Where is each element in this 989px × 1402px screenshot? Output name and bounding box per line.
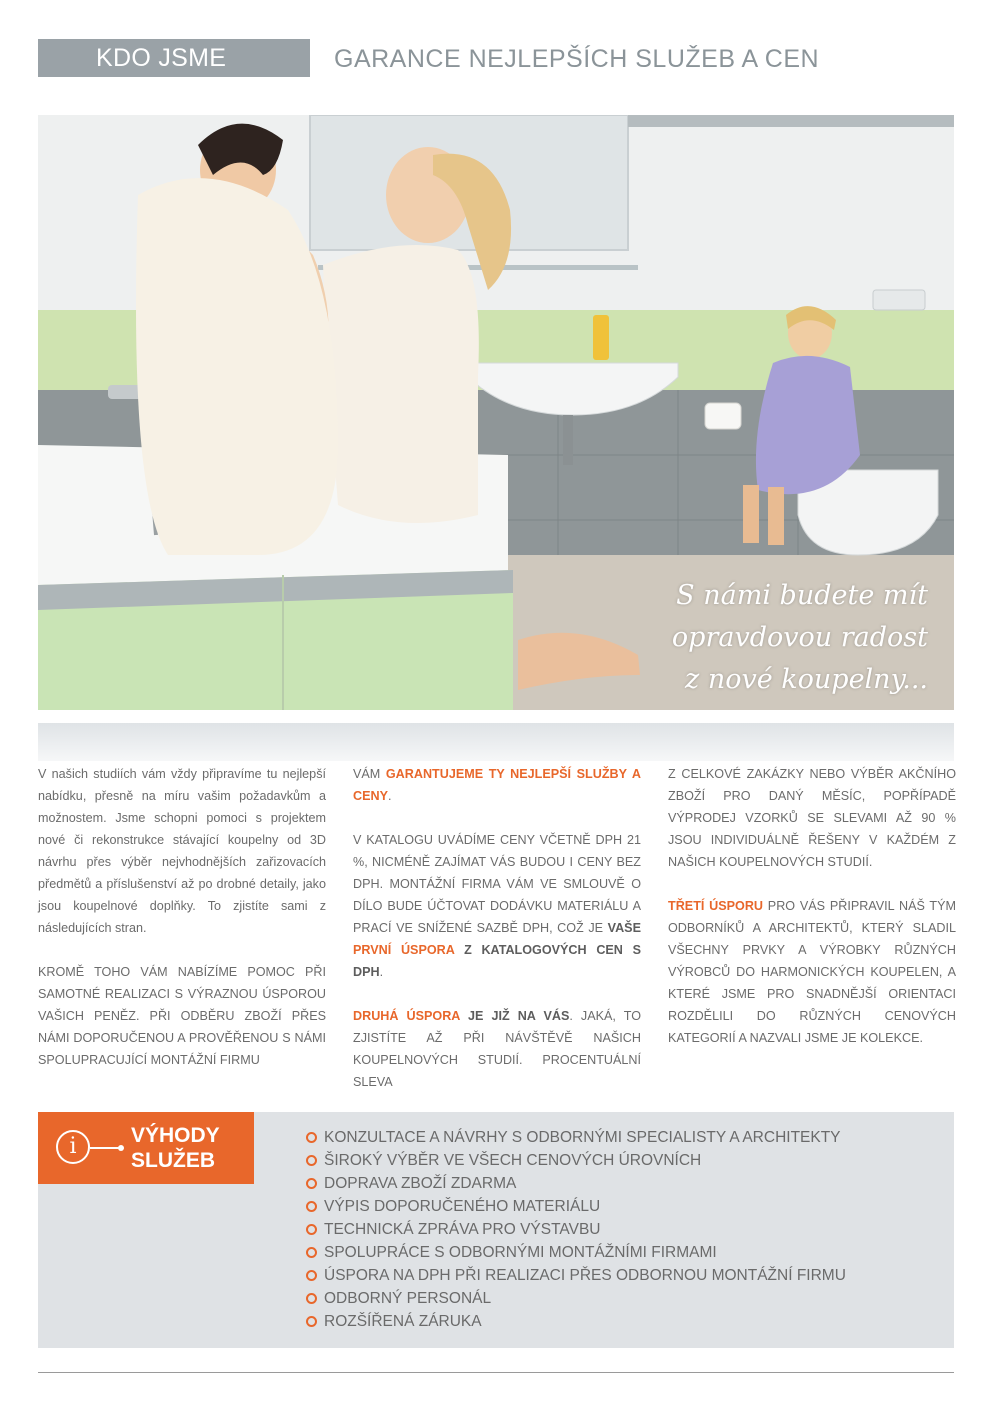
first-saving-paragraph xyxy=(353,829,641,983)
benefits-header xyxy=(38,1112,254,1184)
footer-divider xyxy=(38,1372,954,1373)
circle-bullet-icon xyxy=(306,1316,317,1327)
text-run: . xyxy=(388,789,392,803)
benefit-item xyxy=(306,1126,846,1149)
second-saving-paragraph xyxy=(353,1005,641,1093)
benefits-list xyxy=(306,1126,846,1333)
page-headline: GARANCE NEJLEPŠÍCH SLUŽEB A CEN xyxy=(334,45,820,73)
circle-bullet-icon xyxy=(306,1293,317,1304)
discount-paragraph: Z CELKOVÉ ZAKÁZKY NEBO VÝBĚR AKČNÍHO ZBOŽÍ PRO DANÝ MĚSÍC, POPŘÍPADĚ VÝPRODEJ VZORKŮ SE SLEVAMI AŽ 90 % JSOU INDIVIDUÁLNĚ ŘEŠENY V KAŽDÉM Z NAŠICH KOUPELNOVÝCH STUDIÍ. xyxy=(668,767,956,869)
benefit-text: SPOLUPRÁCE S ODBORNÝMI MONTÁŽNÍMI FIRMAMI xyxy=(324,1244,717,1261)
assembly-paragraph: KROMĚ TOHO VÁM NABÍZÍME POMOC PŘI SAMOTNÉ REALIZACI S VÝRAZNOU ÚSPOROU VAŠICH PENĚZ. PŘI ODBĚRU ZBOŽÍ PŘES NÁMI DOPORUČENOU A PROVĚŘENOU S NÁMI SPOLUPRACUJÍCÍ MONTÁŽNÍ FIRMU xyxy=(38,965,326,1067)
circle-bullet-icon xyxy=(306,1155,317,1166)
text-column-1 xyxy=(38,763,326,1093)
first-saving-highlight: PRVNÍ ÚSPORA xyxy=(353,943,455,957)
benefits-panel xyxy=(38,1112,954,1348)
benefit-text: VÝPIS DOPORUČENÉHO MATERIÁLU xyxy=(324,1198,601,1215)
benefit-item xyxy=(306,1264,846,1287)
benefit-text: TECHNICKÁ ZPRÁVA PRO VÝSTAVBU xyxy=(324,1221,601,1238)
benefit-text: ROZŠÍŘENÁ ZÁRUKA xyxy=(324,1313,482,1330)
benefit-item xyxy=(306,1310,846,1333)
connector-dot xyxy=(118,1145,124,1151)
benefits-title xyxy=(131,1123,220,1173)
benefit-item xyxy=(306,1241,846,1264)
second-saving-highlight: DRUHÁ ÚSPORA xyxy=(353,1009,460,1023)
text-column-3 xyxy=(668,763,956,1071)
third-saving-paragraph xyxy=(668,895,956,1049)
intro-paragraph: V našich studiích vám vždy připravíme tu nejlepší nabídku, přesně na míru vašim požadavkům a možnostem. Jsme schopni pomoci s projektem nové či rekonstrukce stávající koupelny od 3D návrhu přes výběr nejvhodnějších zařizovacích předmětů a příslušenství až po drobné detaily, jako jsou koupelnové doplňky. To zjistíte sami z následujících stran. xyxy=(38,767,326,935)
text-run-bold: JE JIŽ NA VÁS xyxy=(459,1009,570,1023)
text-run: . JAKÁ, TO ZJISTÍTE AŽ PŘI NÁVŠTĚVĚ NAŠICH KOUPELNOVÝCH STUDIÍ. PROCENTUÁLNÍ SLEVA xyxy=(353,1009,641,1089)
section-label: KDO JSME xyxy=(38,39,310,77)
slogan-line: S námi budete mít xyxy=(676,580,928,611)
benefit-item xyxy=(306,1218,846,1241)
hero-photo xyxy=(38,115,954,710)
benefit-item xyxy=(306,1149,846,1172)
benefit-text: DOPRAVA ZBOŽÍ ZDARMA xyxy=(324,1175,517,1192)
text-column-2 xyxy=(353,763,641,1115)
circle-bullet-icon xyxy=(306,1247,317,1258)
slogan-line: z nové koupelny... xyxy=(685,664,928,695)
guarantee-paragraph xyxy=(353,763,641,807)
gradient-divider xyxy=(38,723,954,761)
benefits-title-line: VÝHODY xyxy=(131,1124,220,1147)
third-saving-highlight: TŘETÍ ÚSPORU xyxy=(668,899,764,913)
text-run: VÁM xyxy=(353,767,386,781)
connector-line xyxy=(90,1147,120,1149)
benefits-title-line: SLUŽEB xyxy=(131,1149,215,1172)
text-run: . xyxy=(379,965,384,979)
circle-bullet-icon xyxy=(306,1224,317,1235)
benefit-item xyxy=(306,1195,846,1218)
text-run: V KATALOGU UVÁDÍME CENY VČETNĚ DPH 21 %, NICMÉNĚ ZAJÍMAT VÁS BUDOU I CENY BEZ DPH. MONTÁŽNÍ FIRMA VÁM VE SMLOUVĚ O DÍLO BUDE ÚČTOVAT DODÁVKU MATERIÁLU A PRACÍ VE SNÍŽENÉ SAZBĚ DPH, COŽ JE xyxy=(353,833,641,935)
circle-bullet-icon xyxy=(306,1178,317,1189)
slogan xyxy=(598,575,928,701)
info-icon: i xyxy=(56,1130,90,1164)
text-run: PRO VÁS PŘIPRAVIL NÁŠ TÝM ODBORNÍKŮ A ARCHITEKTŮ, KTERÝ SLADIL VŠECHNY PRVKY A VÝROBKY RŮZNÝCH VÝROBCŮ DO HARMONICKÝCH KOUPELEN, A KTERÉ JSME PRO SNADNĚJŠÍ ORIENTACI ROZDĚLILI DO RŮZNÝCH CENOVÝCH KATEGORIÍ A NAZVALI JSME JE KOLEKCE. xyxy=(668,899,956,1045)
circle-bullet-icon xyxy=(306,1270,317,1281)
circle-bullet-icon xyxy=(306,1132,317,1143)
benefit-item xyxy=(306,1172,846,1195)
benefit-text: ODBORNÝ PERSONÁL xyxy=(324,1290,492,1307)
slogan-line: opravdovou radost xyxy=(671,622,928,653)
benefit-text: ŠIROKÝ VÝBĚR VE VŠECH CENOVÝCH ÚROVNÍCH xyxy=(324,1152,702,1169)
text-run-bold: VAŠE xyxy=(607,921,641,935)
text-run-bold: Z KATALOGOVÝCH CEN S DPH xyxy=(353,943,641,979)
benefit-text: KONZULTACE A NÁVRHY S ODBORNÝMI SPECIALISTY A ARCHITEKTY xyxy=(324,1129,841,1146)
circle-bullet-icon xyxy=(306,1201,317,1212)
benefit-text: ÚSPORA NA DPH PŘI REALIZACI PŘES ODBORNOU MONTÁŽNÍ FIRMU xyxy=(324,1267,846,1284)
guarantee-highlight: GARANTUJEME TY NEJLEPŠÍ SLUŽBY A CENY xyxy=(353,767,641,803)
benefit-item xyxy=(306,1287,846,1310)
